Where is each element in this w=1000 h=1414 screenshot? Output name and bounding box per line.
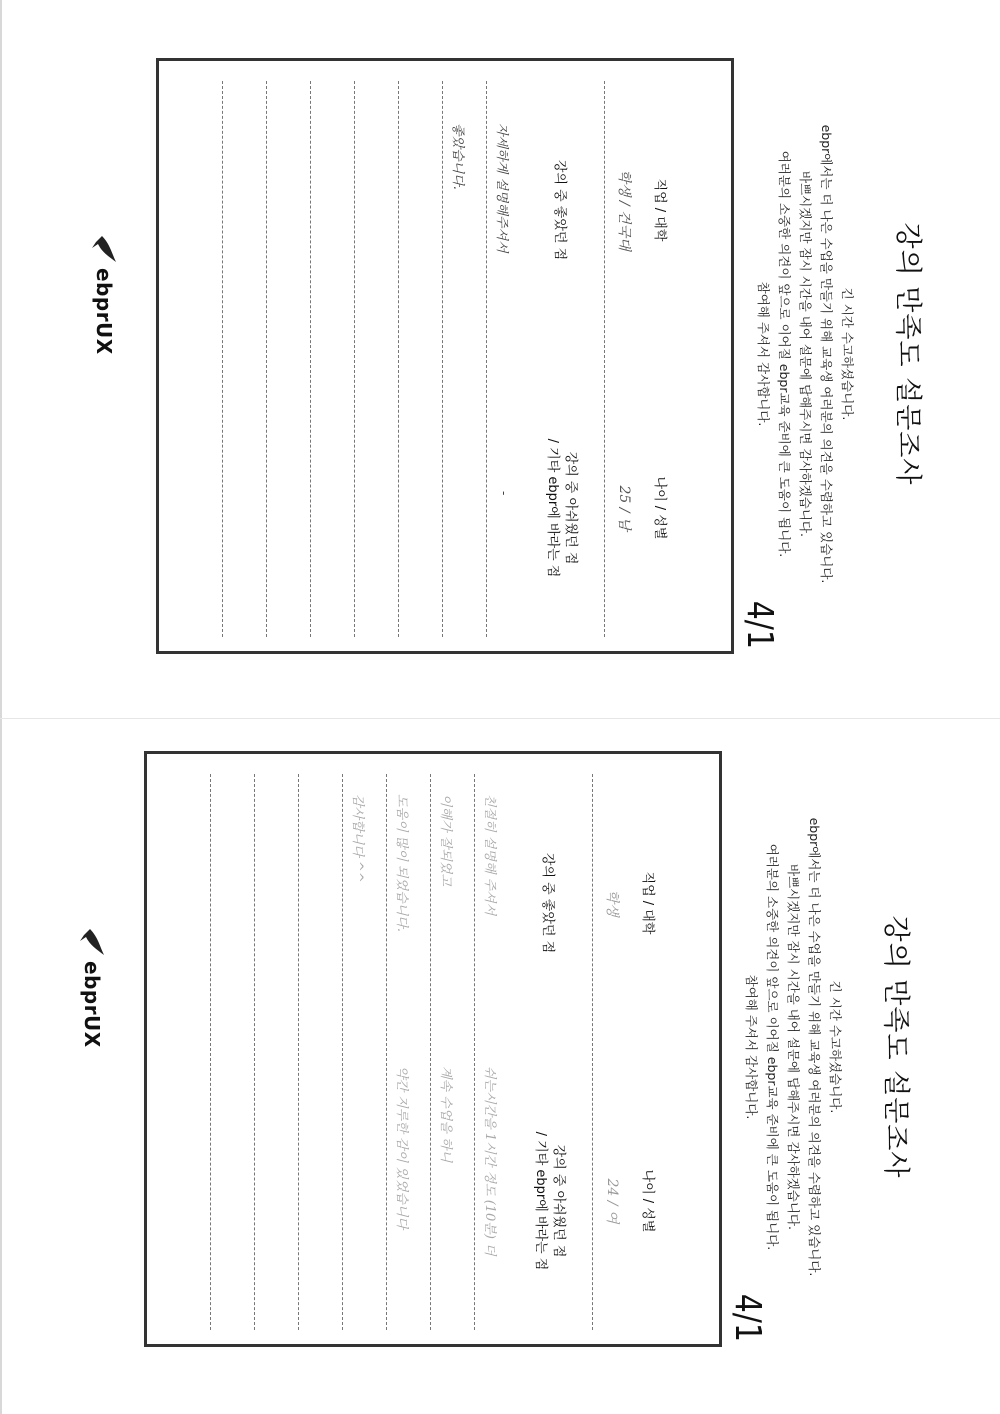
survey-title: 강의 만족도 설문조사 [880,915,911,1179]
bad-label-line: 강의 중 아쉬웠던 점 [551,1144,566,1258]
job-answer: 학생 [604,889,620,917]
bad-comment: 약간 지루한 감이 있었습니다 [394,1066,409,1230]
bird-logo-icon [90,234,120,264]
dashed-line [386,774,387,1330]
dashed-line [474,774,475,1330]
intro-line: 여러분의 소중한 의견이 앞으로 이어질 ebpr교육 준비에 큰 도움이 됩니다. [765,843,780,1251]
job-label: 직업 / 대학 [652,178,667,242]
good-comment: 좋았습니다. [450,123,465,190]
page-mark: 4/1 [738,600,781,649]
good-points-label: 강의 중 좋았던 점 [552,159,567,261]
bird-logo-icon [78,927,108,957]
dashed-line [430,774,431,1330]
bad-points-label [543,359,579,657]
bad-comment: 쉬는시간을 1시간 정도 (10분) 더 [482,1066,497,1256]
job-label: 직업 / 대학 [640,871,655,935]
bad-comment: - [496,491,511,496]
bad-points-label [531,1052,567,1350]
survey-form [18,697,958,1397]
intro-line: ebpr에서는 더 나은 수업을 만들기 위해 교육생 여러분의 의견을 수렴하고 있습니다. [819,124,834,584]
dashed-line [442,81,443,637]
bad-label-line: / 기타 ebpr에 바라는 점 [533,1131,548,1271]
age-label: 나이 / 성별 [640,1169,655,1233]
bad-comment: 계속 수업을 하니 [438,1066,453,1163]
good-comment: 친절히 설명해 주셔서 [482,794,497,916]
dashed-line [398,81,399,637]
intro-line: 긴 시간 수고하셨습니다. [840,287,855,421]
good-comment: 도움이 많이 되었습니다. [394,794,409,932]
intro-line: 참여해 주셔서 감사합니다. [756,281,771,427]
dashed-line [254,774,255,1330]
intro-line: 참여해 주셔서 감사합니다. [744,974,759,1120]
survey-sheet-2 [0,707,1000,1414]
intro-line: ebpr에서는 더 나은 수업을 만들기 위해 교육생 여러분의 의견을 수렴하고 있습니다. [807,817,822,1277]
good-comment: 감사합니다 ^^ [350,794,365,883]
page-mark: 4/1 [726,1293,769,1342]
logo-text: ebprUX [92,268,116,355]
dashed-line [210,774,211,1330]
age-answer: 25 / 남 [616,485,632,531]
survey-form [30,4,970,704]
intro-line: 바쁘시겠지만 잠시 시간을 내어 설문에 답해주시면 감사하겠습니다. [798,171,813,537]
age-answer: 24 / 여 [604,1178,620,1224]
age-label: 나이 / 성별 [652,476,667,540]
logo-text: ebprUX [80,961,104,1048]
dashed-line [486,81,487,637]
dashed-line [310,81,311,637]
dashed-line [604,81,605,637]
good-points-label: 강의 중 좋았던 점 [540,852,555,954]
bad-label-line: / 기타 ebpr에 바라는 점 [545,438,560,578]
survey-intro [741,717,846,1377]
ebpr-logo [70,927,110,1127]
survey-intro [753,24,858,684]
dashed-line [222,81,223,637]
intro-line: 바쁘시겠지만 잠시 시간을 내어 설문에 답해주시면 감사하겠습니다. [786,864,801,1230]
dashed-line [342,774,343,1330]
dashed-line [592,774,593,1330]
bad-label-line: 강의 중 아쉬웠던 점 [563,451,578,565]
good-comment: 이해가 잘되었고 [438,794,453,887]
job-answer: 학생 / 건국대 [616,169,632,251]
intro-line: 긴 시간 수고하셨습니다. [828,980,843,1114]
survey-title: 강의 만족도 설문조사 [892,222,923,486]
dashed-line [298,774,299,1330]
good-comment: 자세하게 설명해주셔서 [494,123,509,253]
dashed-line [266,81,267,637]
ebpr-logo [82,234,122,434]
dashed-line [354,81,355,637]
intro-line: 여러분의 소중한 의견이 앞으로 이어질 ebpr교육 준비에 큰 도움이 됩니다. [777,150,792,558]
